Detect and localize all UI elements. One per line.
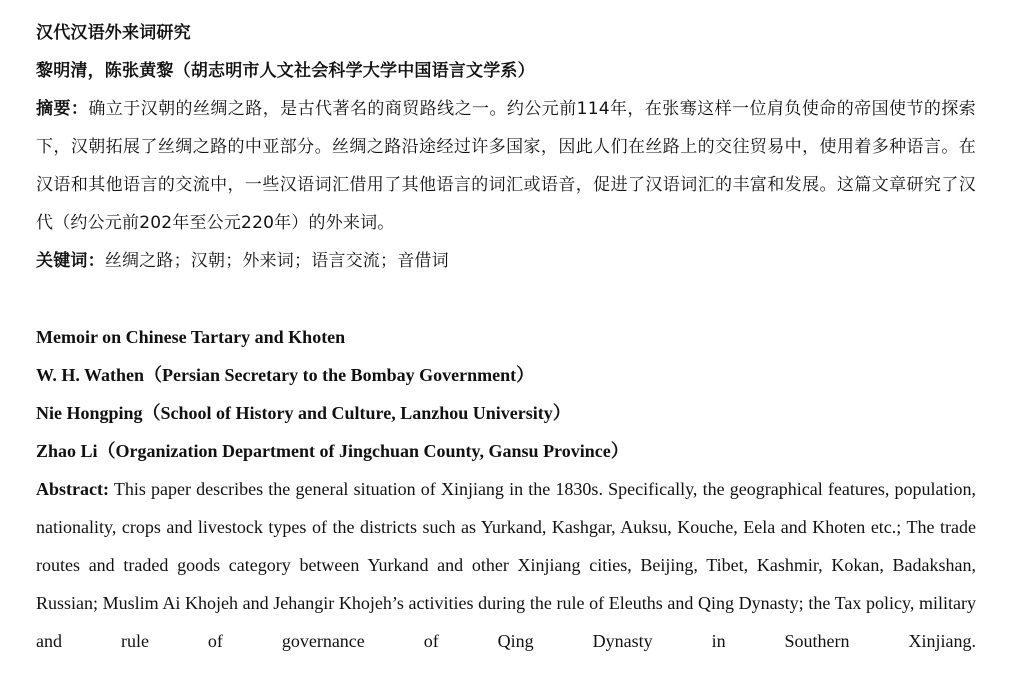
english-title: Memoir on Chinese Tartary and Khoten [36, 327, 346, 347]
chinese-keywords-text: 丝绸之路；汉朝；外来词；语言交流；音借词 [104, 251, 449, 271]
chinese-title: 汉代汉语外来词研究 [36, 23, 191, 43]
english-abstract [36, 470, 976, 660]
english-abstract-text: This paper describes the general situation of Xinjiang in the 1830s. Specifically, the geographical features, population, nationality, crops and livestock types of the districts such as Yurkand, Kashgar, Auksu, Kouche, Eela and Khoten etc.; The trade routes and traded goods category between Yurkand and other Xinjiang cities, Beijing, Tibet, Kashmir, Kokan, Badakshan, Russian; Muslim Ai Khojeh and Jehangir Khojeh’s activities during the rule of Eleuths and Qing Dynasty; the Tax policy, military and rule of governance of Qing Dynasty in Southern Xinjiang. [36, 479, 976, 651]
english-author-3: Zhao Li（Organization Department of Jingchuan County, Gansu Province） [36, 441, 629, 461]
english-author-1: W. H. Wathen（Persian Secretary to the Bombay Government） [36, 365, 535, 385]
chinese-abstract-label: 摘要： [36, 99, 89, 119]
chinese-keywords [36, 242, 976, 280]
english-author-2: Nie Hongping（School of History and Culture, Lanzhou University） [36, 403, 571, 423]
chinese-keywords-label: 关键词： [36, 251, 105, 271]
section-spacer [36, 280, 976, 318]
chinese-abstract-text: 确立于汉朝的丝绸之路，是古代著名的商贸路线之一。约公元前114年，在张骞这样一位肩负使命的帝国使节的探索下，汉朝拓展了丝绸之路的中亚部分。丝绸之路沿途经过许多国家，因此人们在丝路上的交往贸易中，使用着多种语言。在汉语和其他语言的交流中，一些汉语词汇借用了其他语言的词汇或语音，促进了汉语词汇的丰富和发展。这篇文章研究了汉代（约公元前202年至公元220年）的外来词。 [36, 99, 976, 233]
english-abstract-label: Abstract: [36, 479, 109, 499]
paper-page [36, 14, 976, 660]
chinese-authors: 黎明清，陈张黄黎（胡志明市人文社会科学大学中国语言文学系） [36, 61, 535, 81]
chinese-abstract [36, 90, 976, 242]
